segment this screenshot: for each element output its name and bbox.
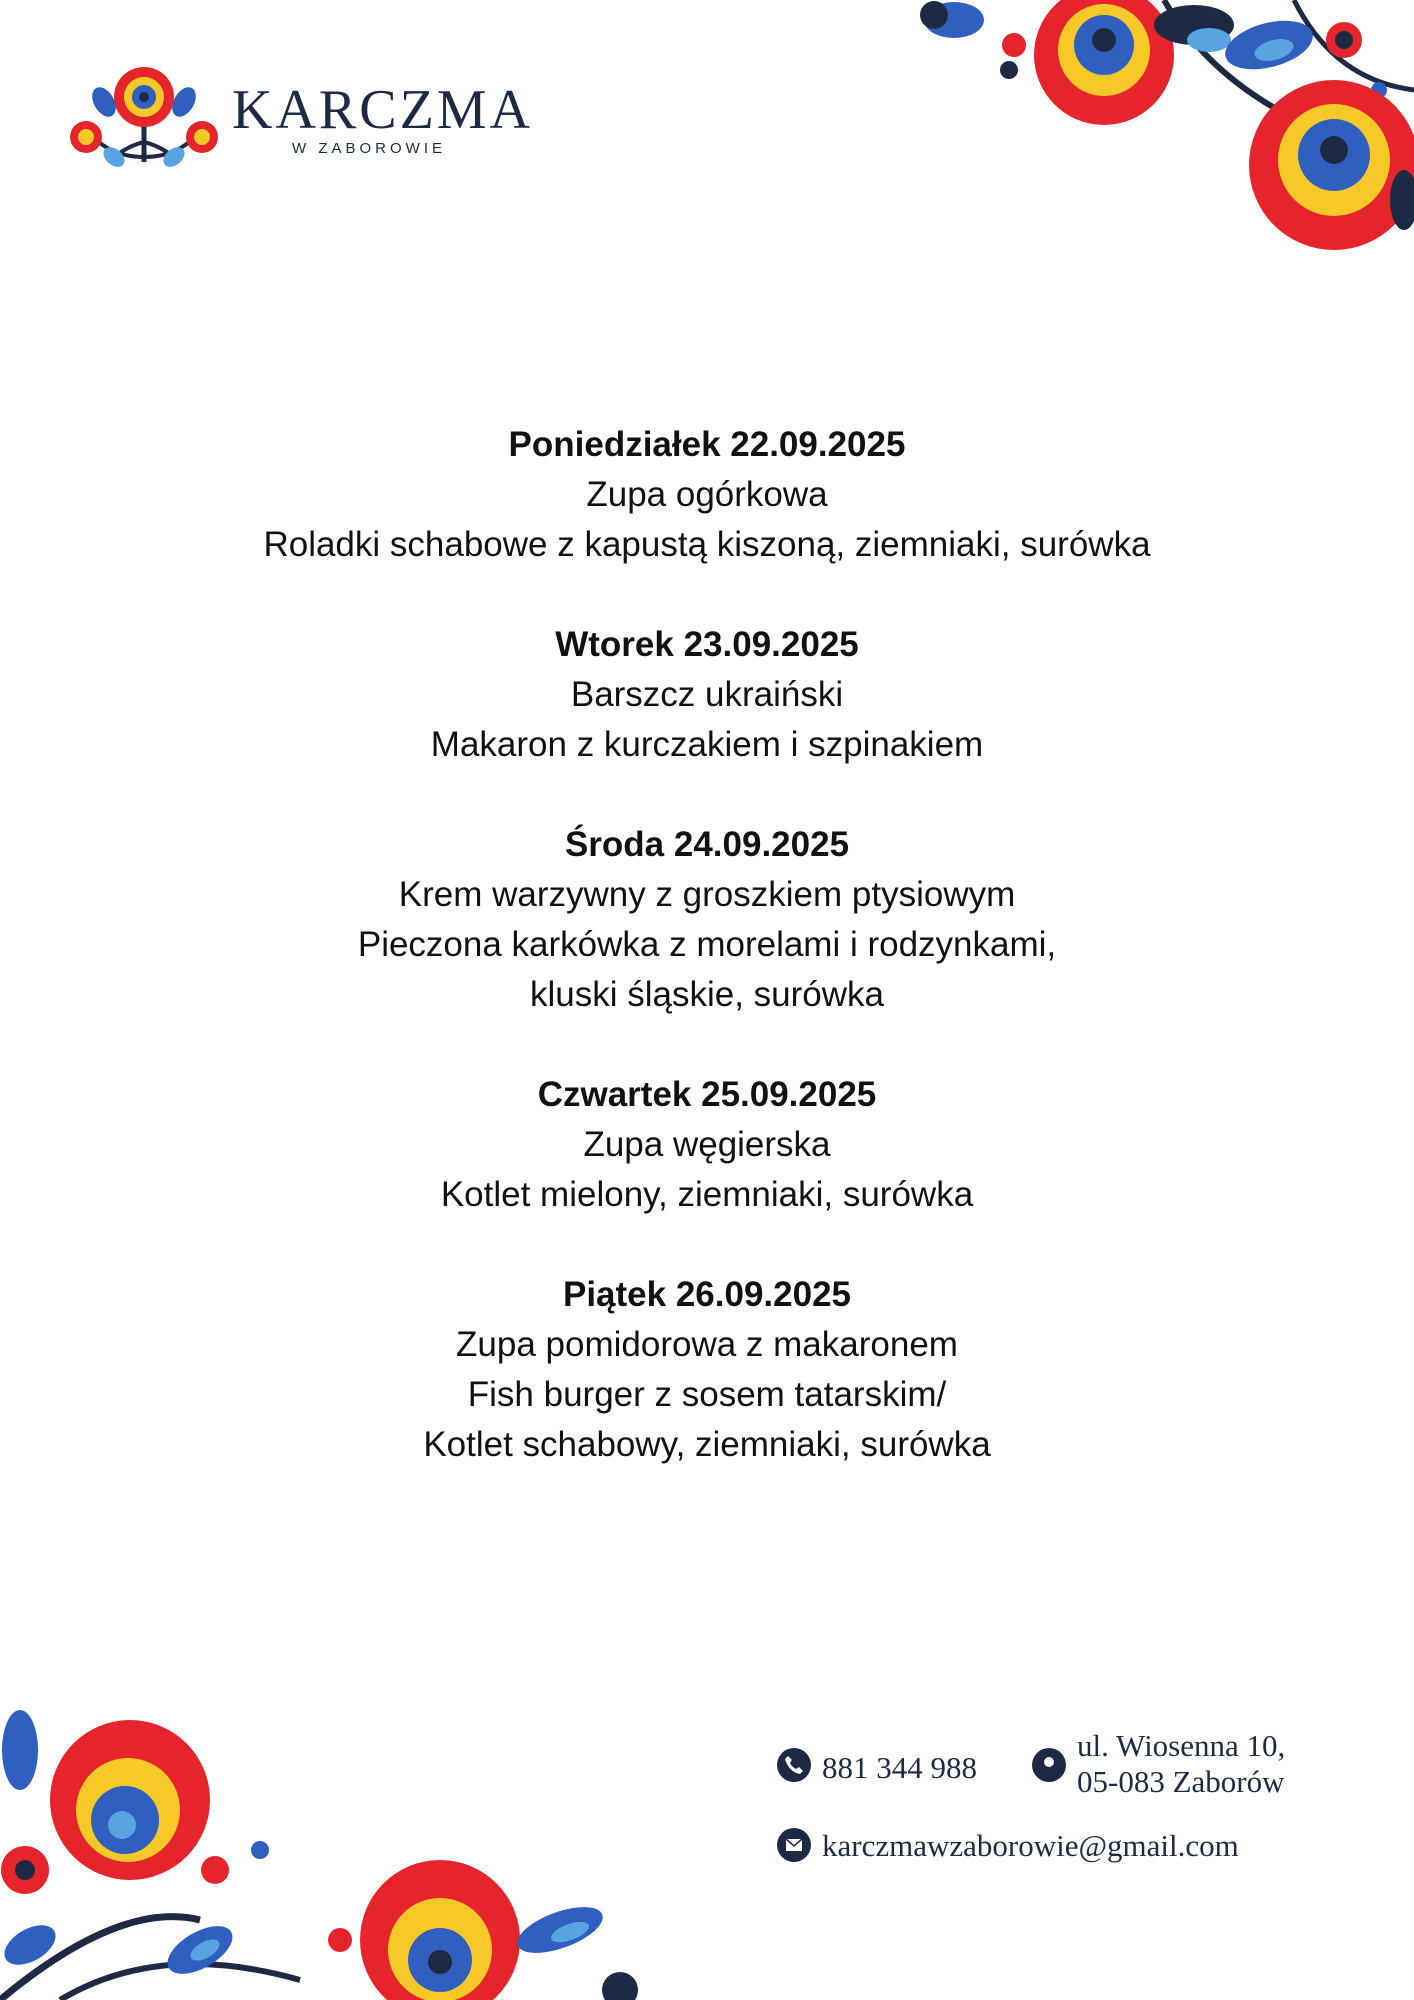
day-title: Czwartek 25.09.2025 [537,1075,877,1114]
restaurant-location: W ZABOROWIE [292,140,446,157]
address-line-2: 05-083 Zaborów [1077,1764,1285,1799]
dish: Roladki schabowe z kapustą kiszoną, ziemniaki, surówka [263,525,1151,564]
day-title: Piątek 26.09.2025 [562,1275,851,1314]
menu-day-thursday [0,1070,1414,1220]
menu-day-friday [0,1270,1414,1470]
address-line-1: ul. Wiosenna 10, [1077,1728,1286,1763]
dish: Zupa węgierska [583,1125,831,1164]
dish: Kotlet mielony, ziemniaki, surówka [440,1175,974,1214]
day-title: Środa 24.09.2025 [564,825,850,864]
weekly-lunch-menu [0,420,1414,1520]
dish: Barszcz ukraiński [570,675,844,714]
dish: Fish burger z sosem tatarskim/ [467,1375,947,1414]
dish: Zupa pomidorowa z makaronem [456,1325,958,1364]
phone-number[interactable]: 881 344 988 [822,1750,977,1785]
dish: Kotlet schabowy, ziemniaki, surówka [423,1425,991,1464]
dish: Makaron z kurczakiem i szpinakiem [430,725,984,764]
menu-day-monday [0,420,1414,570]
dish: Krem warzywny z groszkiem ptysiowym [398,875,1016,914]
phone-icon [777,1748,811,1782]
menu-day-wednesday [0,820,1414,1020]
dish: Pieczona karkówka z morelami i rodzynkami, [357,925,1057,964]
folk-flower-logo-icon [64,62,224,172]
restaurant-logo [64,62,564,172]
menu-day-tuesday [0,620,1414,770]
envelope-icon [777,1828,811,1862]
day-title: Wtorek 23.09.2025 [555,625,859,664]
dish: kluski śląskie, surówka [530,975,884,1014]
email-address[interactable]: karczmawzaborowie@gmail.com [822,1828,1239,1863]
day-title: Poniedziałek 22.09.2025 [508,425,906,464]
location-pin-icon [1032,1748,1066,1782]
folk-flowers-top-right-decoration [914,0,1414,250]
folk-flowers-bottom-left-decoration [0,1700,660,2000]
dish: Zupa ogórkowa [586,475,828,514]
restaurant-name: KARCZMA [232,79,534,141]
